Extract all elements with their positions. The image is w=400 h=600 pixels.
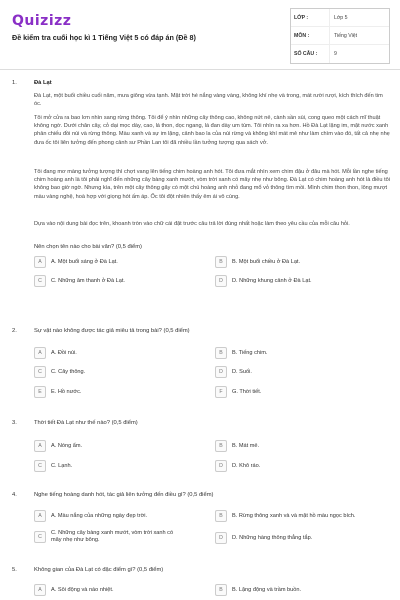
option-letter: B xyxy=(215,584,227,596)
meta-value: Lớp 5 xyxy=(329,9,389,26)
meta-row-subject xyxy=(291,27,389,45)
document-title: Đề kiểm tra cuối học kì 1 Tiếng Việt 5 có đáp án (Đề 8) xyxy=(12,33,196,42)
option[interactable] xyxy=(34,347,194,359)
passage-paragraph-3: Tôi đang mơ màng tưởng tượng thì chợt vang lên tiếng chim hoàng anh hót. Tôi đưa mắt nhìn xem chim đậu ở đâu mà hót. Mỗi lần nghe tiếng chim hoàng anh là tôi phải nghĩ đến những cây bàng xanh mướt, vòm trời xanh có mây nhẹ như bông. Đà Lạt có chim hoàng anh hót là điều tôi không bao giờ ngờ. Nhưng kìa, trên một cây thông gãy có một chú hoàng anh nhỏ đang mổ vỏ thông tìm mồi. Mình chim thon thon, lông mượt màu vàng nghệ, hoà hợp với giọng hót ấm áp. Ốc tôi đột nhiên thấy êm ái vô cùng. xyxy=(34,169,390,200)
passage-title: Đà Lạt xyxy=(34,80,52,86)
option[interactable] xyxy=(215,460,375,472)
question-number: 4. xyxy=(12,492,17,498)
option-text: G. Thời tiết. xyxy=(232,388,262,395)
option-letter: B xyxy=(215,256,227,268)
meta-key: LỚP : xyxy=(294,14,309,21)
option-text: D. Khô ráo. xyxy=(232,462,261,469)
option-text: A. Màu nắng của những ngày đẹp trời. xyxy=(51,512,148,519)
option[interactable] xyxy=(34,460,194,472)
option[interactable] xyxy=(215,366,375,378)
meta-table xyxy=(290,8,390,64)
option[interactable] xyxy=(34,510,194,522)
option-letter: A xyxy=(34,510,46,522)
meta-row-class xyxy=(291,9,389,27)
option-text: A. Sôi động và náo nhiệt. xyxy=(51,586,114,593)
option-text: D. Những hàng thông thẳng tắp. xyxy=(232,534,313,541)
instructions: Dựa vào nội dung bài đọc trên, khoanh tròn vào chữ cái đặt trước câu trả lời đúng nhất hoặc làm theo yêu cầu của mỗi câu hỏi. xyxy=(34,221,350,227)
question-4: Nghe tiếng hoàng danh hót, tác giả liên tưởng đến điều gì? (0,5 điểm) xyxy=(34,492,214,498)
question-number: 3. xyxy=(12,420,17,426)
option[interactable] xyxy=(215,532,375,544)
meta-key: SỐ CÂU : xyxy=(294,51,318,57)
question-3: Thời tiết Đà Lạt như thế nào? (0,5 điểm) xyxy=(34,420,138,426)
passage-paragraph-1: Đà Lạt, một buổi chiều cuối năm, mưa giông vừa tạnh. Mặt trời hé nắng vàng vàng, không khí nhẹ và trong, mát rười rượi, kích thích đến tim óc. xyxy=(34,93,383,108)
option[interactable] xyxy=(34,256,194,268)
quizizz-logo[interactable]: Quizizz xyxy=(12,13,72,29)
option-text: C. Những âm thanh ở Đà Lạt. xyxy=(51,277,125,284)
option-text: A. Đồi núi. xyxy=(51,349,77,356)
option-text: B. Tiếng chim. xyxy=(232,349,268,356)
option[interactable] xyxy=(34,275,194,287)
option-text: C. Lạnh. xyxy=(51,462,73,469)
option-text: C. Cây thông. xyxy=(51,368,86,375)
option[interactable] xyxy=(34,530,184,544)
option[interactable] xyxy=(34,366,194,378)
question-number: 2. xyxy=(12,328,17,334)
option-letter: C xyxy=(34,366,46,378)
passage-number: 1. xyxy=(12,80,17,86)
option-text: A. Một buổi sáng ở Đà Lạt. xyxy=(51,258,118,265)
option-letter: A xyxy=(34,347,46,359)
option-text: D. Những khung cảnh ở Đà Lạt. xyxy=(232,277,312,284)
option[interactable] xyxy=(215,386,375,398)
option-text: A. Nóng ẩm. xyxy=(51,442,83,449)
option-letter: C xyxy=(34,275,46,287)
question-2: Sự vật nào không được tác giả miêu tả trong bài? (0,5 điểm) xyxy=(34,328,190,334)
option[interactable] xyxy=(34,440,194,452)
option[interactable] xyxy=(215,256,375,268)
option[interactable] xyxy=(215,440,375,452)
option-text: B. Rừng thông xanh và và mặt hồ màu ngọc bích. xyxy=(232,512,356,519)
option-letter: F xyxy=(215,386,227,398)
option-text: B. Lặng động và trầm buồn. xyxy=(232,586,302,593)
option-letter: B xyxy=(215,510,227,522)
option-letter: D xyxy=(215,366,227,378)
option-text: B. Một buổi chiều ở Đà Lạt. xyxy=(232,258,301,265)
option-text: E. Hồ nước. xyxy=(51,388,82,395)
meta-key: MÔN : xyxy=(294,32,310,39)
meta-value: 9 xyxy=(329,45,389,63)
option-letter: E xyxy=(34,386,46,398)
question-5: Không gian của Đà Lạt có đặc điểm gì? (0,5 điểm) xyxy=(34,567,164,573)
option-letter: D xyxy=(215,460,227,472)
option-letter: B xyxy=(215,347,227,359)
header xyxy=(0,0,400,70)
option-letter: B xyxy=(215,440,227,452)
option-letter: C xyxy=(34,460,46,472)
option-letter: A xyxy=(34,584,46,596)
option[interactable] xyxy=(34,386,194,398)
question-number: 5. xyxy=(12,567,17,573)
option[interactable] xyxy=(215,584,375,596)
option-letter: A xyxy=(34,440,46,452)
question-1: Nên chọn tên nào cho bài văn? (0,5 điểm) xyxy=(34,244,142,250)
option[interactable] xyxy=(215,347,375,359)
option[interactable] xyxy=(215,275,375,287)
meta-value: Tiếng Việt xyxy=(329,27,389,44)
option-text: C. Những cây bàng xanh mướt, vòm trời xanh có mây nhẹ như bông. xyxy=(51,530,174,543)
option-text: B. Mát mẻ. xyxy=(232,442,260,449)
option-letter: D xyxy=(215,275,227,287)
option[interactable] xyxy=(215,510,393,522)
option[interactable] xyxy=(34,584,194,596)
content xyxy=(0,70,400,600)
option-letter: C xyxy=(34,531,46,543)
passage-paragraph-2: Tôi mở cửa ra bao lơn nhìn sang rừng thông. Tôi để ý nhìn những cây thông cao, không nứt nẻ, cành sần sùi, cong queo một cách mĩ thuật không ngờ. Dưới chân cây, cỏ dại mọc dày, cao, lá thon, dọc ngang, lá đan dày um tùm. Tôi nhìn ra xa hơn. Hồ Đà Lạt lặng im, mặt nước xanh phản chiếu đồi núi và rừng thông. Màu xanh và sự im lặng, cảnh bao la của núi rừng và không khí mát mẻ như làm chìm vào đó, tất cả nhẹ nhẹ đưa ốc tôi liên tưởng đến phong cảnh sư Phần Lan tôi đã nhiều lần tưởng tượng qua sách vở. xyxy=(34,115,390,146)
option-letter: D xyxy=(215,532,227,544)
meta-row-count xyxy=(291,45,389,63)
option-text: D. Suối. xyxy=(232,368,252,375)
option-letter: A xyxy=(34,256,46,268)
